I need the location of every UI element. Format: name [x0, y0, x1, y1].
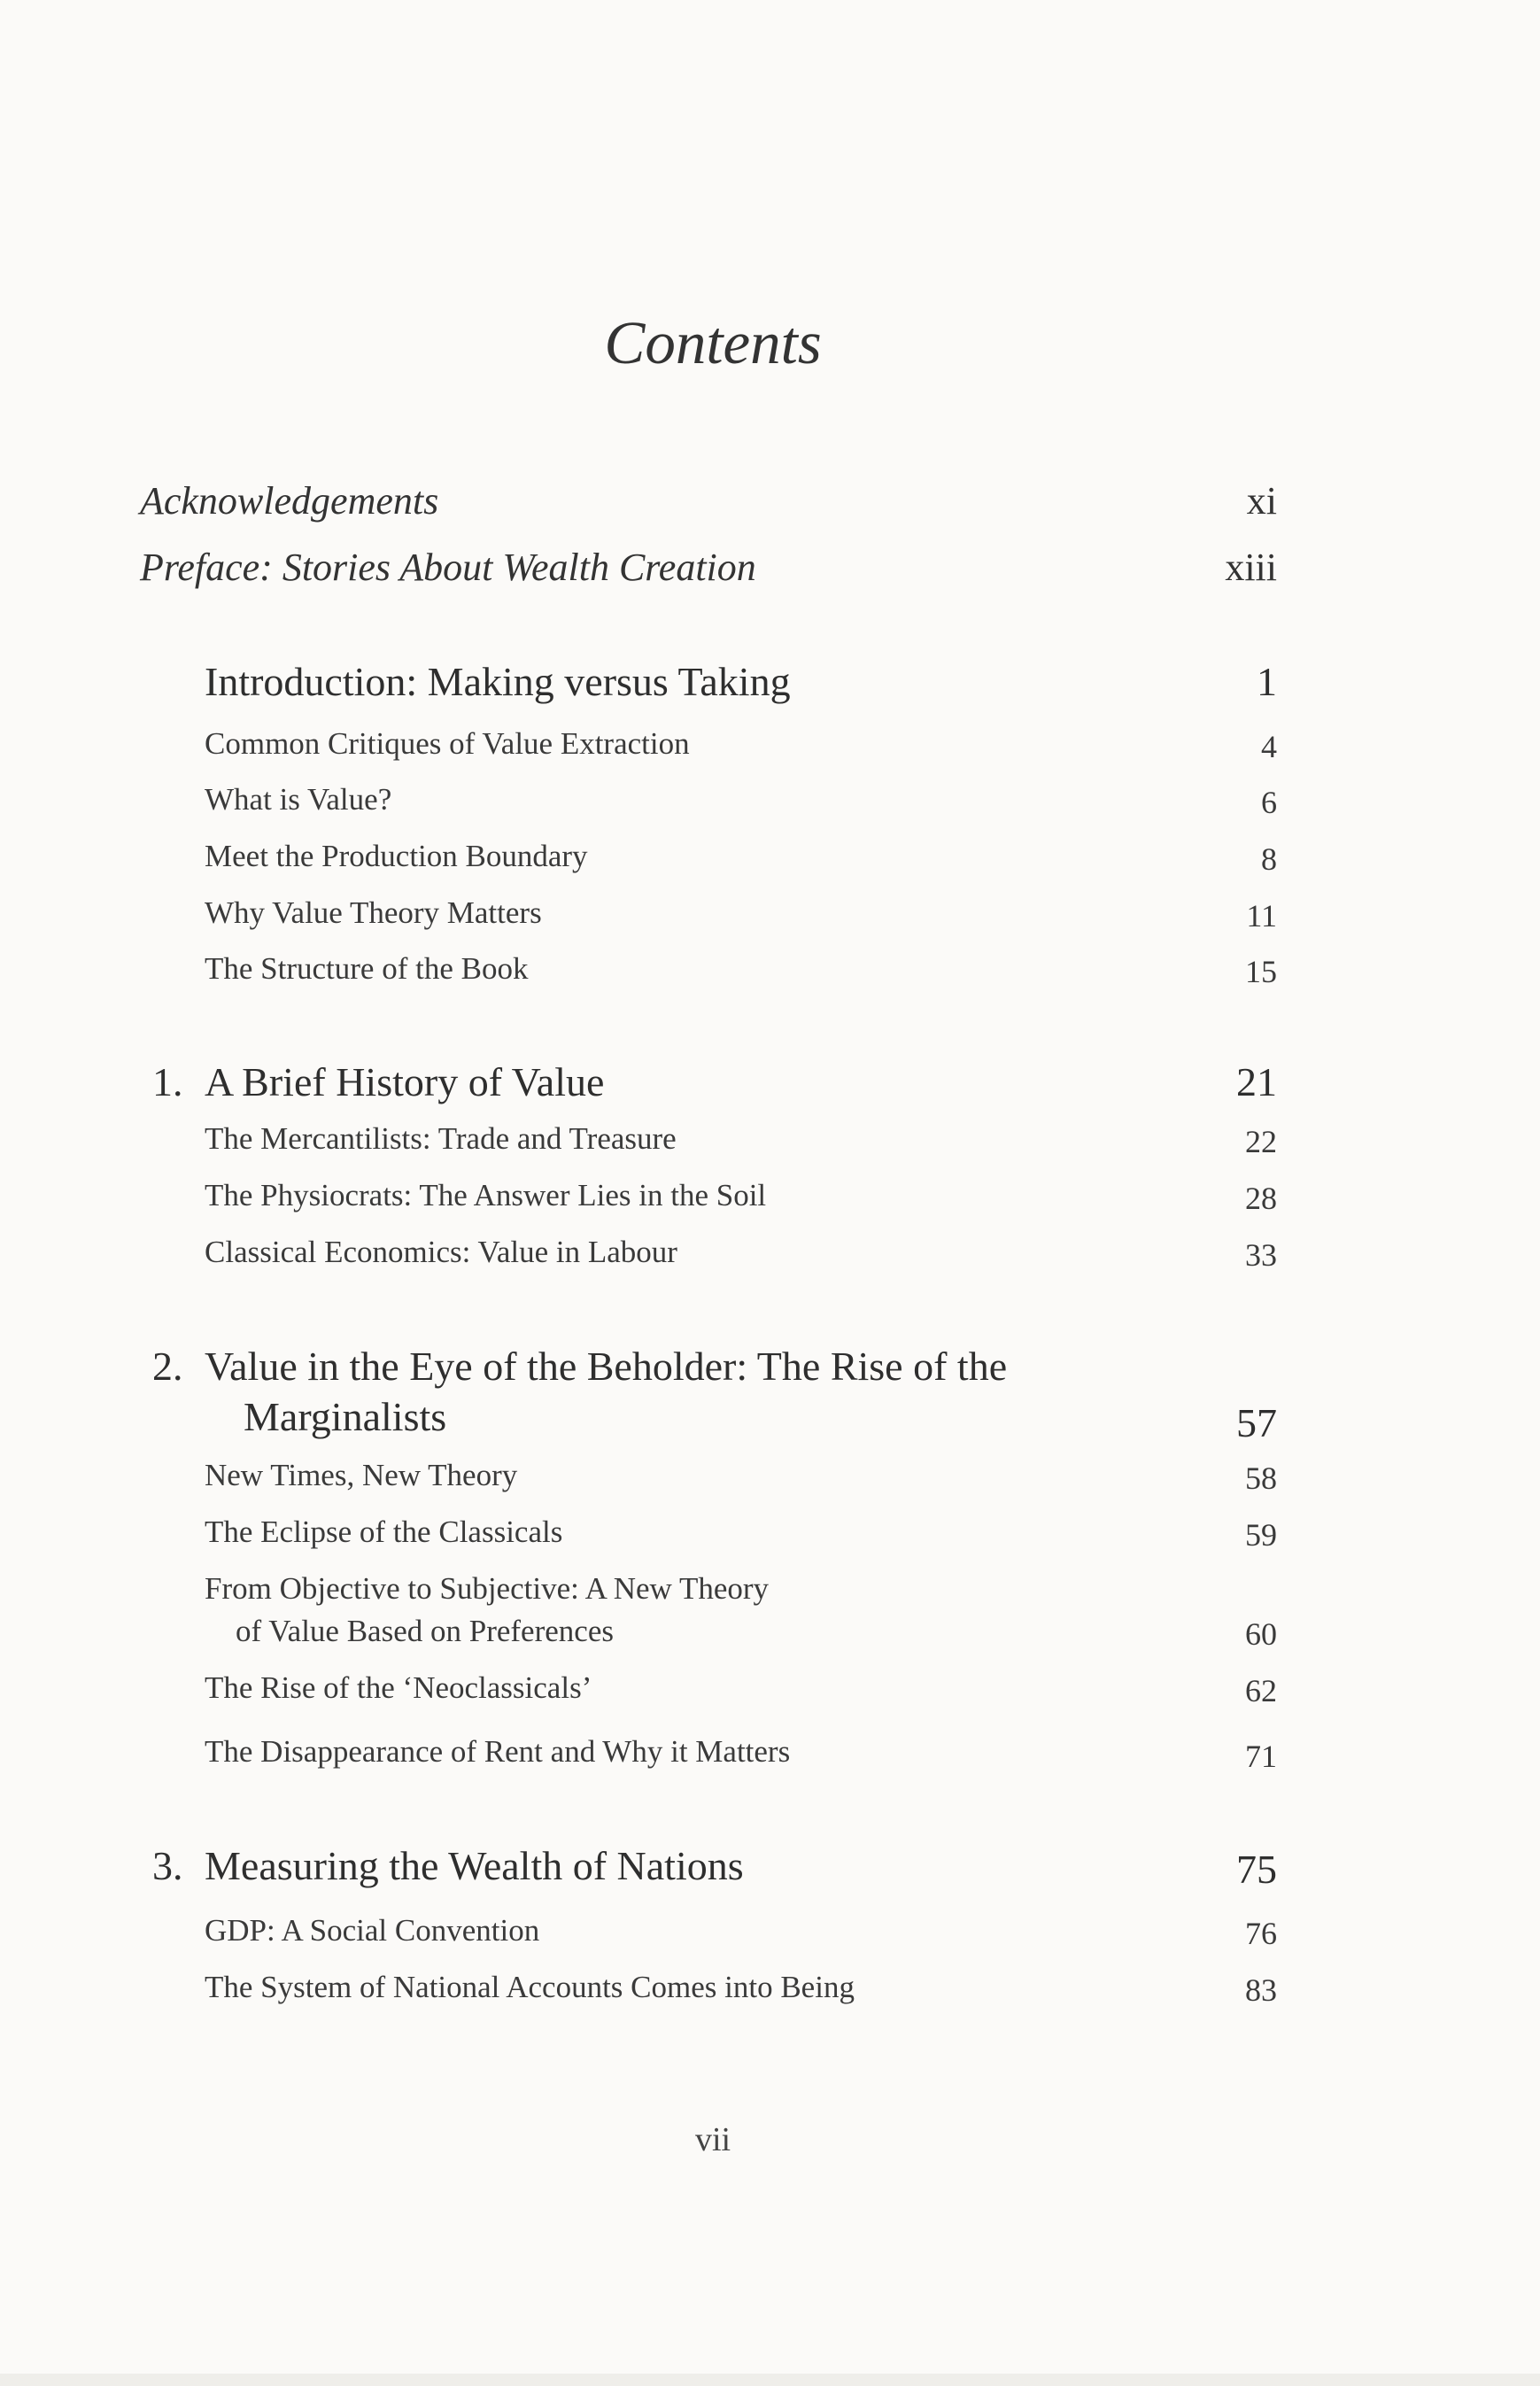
toc-section[interactable]: The Disappearance of Rent and Why it Matters	[205, 1734, 791, 1769]
toc-section-page: 58	[1245, 1460, 1277, 1496]
toc-section[interactable]: Classical Economics: Value in Labour	[205, 1235, 677, 1269]
toc-chapter-page: 75	[1236, 1847, 1277, 1892]
toc-chapter-title-line2[interactable]: Marginalists	[244, 1394, 447, 1439]
toc-chapter-number: 2.	[152, 1344, 183, 1389]
toc-section[interactable]: The Mercantilists: Trade and Treasure	[205, 1121, 677, 1156]
toc-section-line2[interactable]: of Value Based on Preferences	[236, 1614, 614, 1648]
toc-section-page: 11	[1246, 898, 1277, 933]
toc-chapter-title[interactable]: Measuring the Wealth of Nations	[205, 1843, 744, 1888]
toc-chapter-page: 21	[1236, 1059, 1277, 1104]
toc-section[interactable]: The Structure of the Book	[205, 951, 529, 986]
toc-section-page: 4	[1261, 729, 1277, 764]
toc-introduction-page: 1	[1257, 659, 1277, 704]
toc-section-page: 60	[1245, 1616, 1277, 1652]
toc-section-page: 6	[1261, 785, 1277, 820]
toc-section[interactable]: What is Value?	[205, 782, 392, 817]
toc-chapter-title[interactable]: A Brief History of Value	[205, 1059, 605, 1104]
toc-section-page: 76	[1245, 1916, 1277, 1951]
toc-section[interactable]: New Times, New Theory	[205, 1458, 518, 1492]
toc-section[interactable]: The System of National Accounts Comes into Being	[205, 1970, 855, 2004]
toc-page-preface: xiii	[1225, 546, 1277, 589]
toc-section-page: 8	[1261, 841, 1277, 877]
toc-chapter-page: 57	[1236, 1400, 1277, 1445]
toc-section[interactable]: Why Value Theory Matters	[205, 895, 542, 930]
page-title: Contents	[604, 309, 822, 376]
toc-page-acknowledgements: xi	[1246, 479, 1277, 523]
toc-section[interactable]: Meet the Production Boundary	[205, 839, 588, 873]
toc-section[interactable]: The Eclipse of the Classicals	[205, 1514, 563, 1549]
toc-chapter-number: 3.	[152, 1843, 183, 1888]
toc-entry-acknowledgements[interactable]: Acknowledgements	[140, 479, 439, 523]
toc-section-page: 59	[1245, 1517, 1277, 1553]
toc-section-page: 28	[1245, 1181, 1277, 1216]
toc-entry-preface[interactable]: Preface: Stories About Wealth Creation	[140, 546, 756, 589]
toc-section[interactable]: GDP: A Social Convention	[205, 1913, 540, 1948]
toc-section-page: 71	[1245, 1739, 1277, 1774]
toc-section-line1[interactable]: From Objective to Subjective: A New Theory	[205, 1571, 770, 1606]
toc-section-page: 83	[1245, 1972, 1277, 2008]
toc-section-page: 15	[1245, 954, 1277, 989]
toc-chapter-title-line1[interactable]: Value in the Eye of the Beholder: The Rise of the	[205, 1344, 1008, 1389]
toc-section-page: 22	[1245, 1124, 1277, 1159]
toc-section[interactable]: The Physiocrats: The Answer Lies in the Soil	[205, 1178, 767, 1212]
toc-section-page: 62	[1245, 1673, 1277, 1708]
toc-introduction-title[interactable]: Introduction: Making versus Taking	[205, 659, 791, 704]
toc-chapter-number: 1.	[152, 1059, 183, 1104]
toc-section[interactable]: Common Critiques of Value Extraction	[205, 726, 690, 761]
toc-section[interactable]: The Rise of the ‘Neoclassicals’	[205, 1670, 592, 1705]
page-number: vii	[694, 2121, 731, 2158]
page-bottom-edge	[0, 2374, 1540, 2386]
toc-section-page: 33	[1245, 1237, 1277, 1273]
